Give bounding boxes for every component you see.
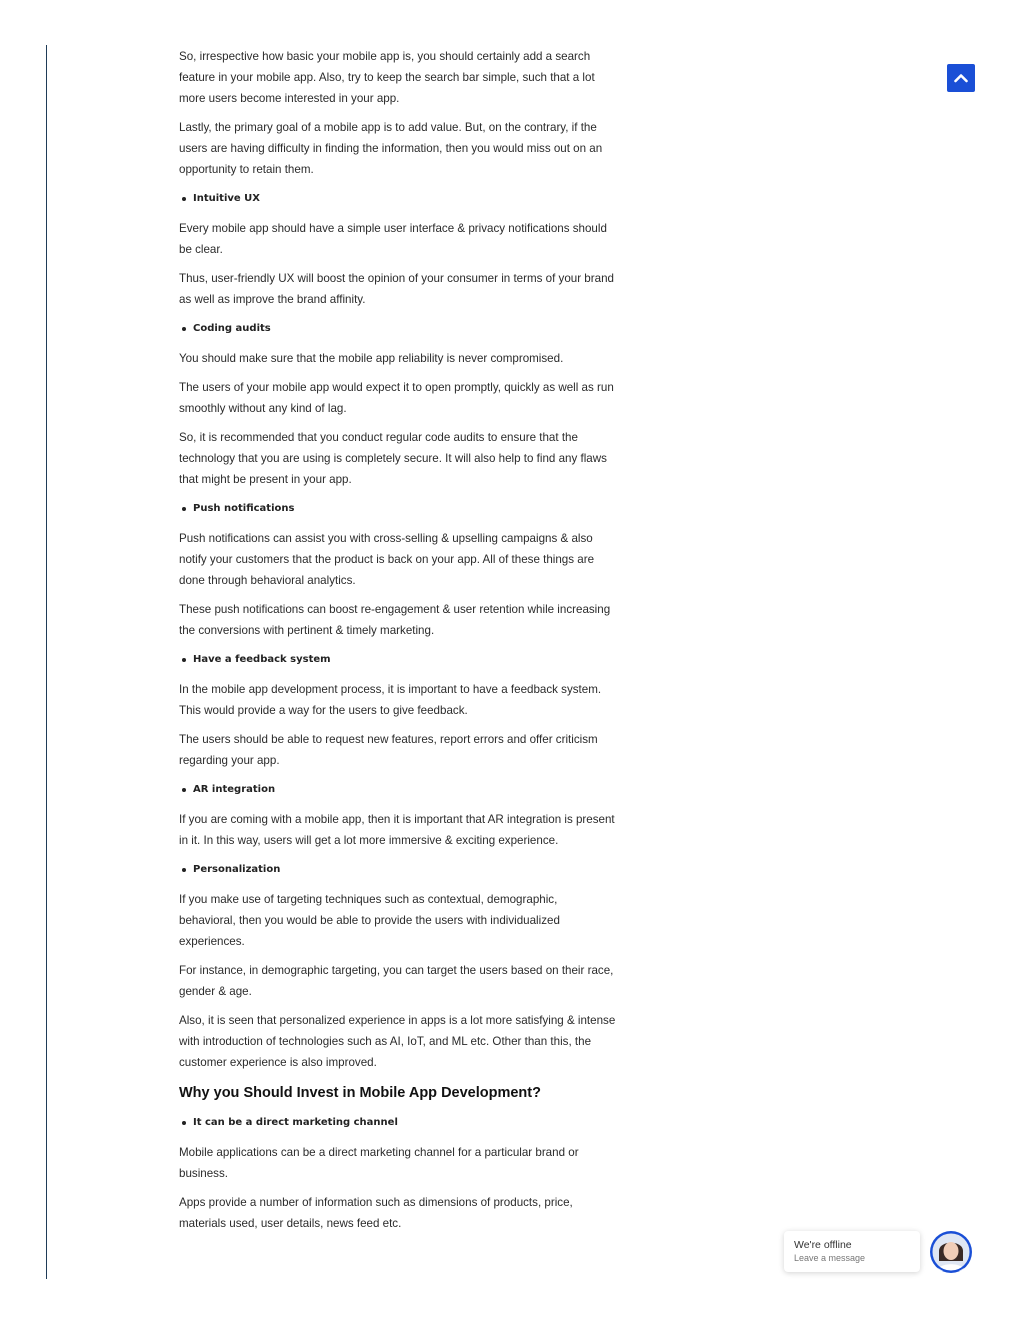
- bullet-heading-ar-integration: AR integration: [179, 779, 617, 800]
- chat-status-text: We're offline: [794, 1239, 852, 1251]
- paragraph: Lastly, the primary goal of a mobile app is to add value. But, on the contrary, if the users are having difficulty in finding the information, then you would miss out on an opportunity to retain them.: [179, 121, 603, 176]
- paragraph: So, it is recommended that you conduct regular code audits to ensure that the technology that you are using is completely secure. It will also help to find any flaws that might be present in your app.: [179, 431, 607, 486]
- paragraph: The users should be able to request new features, report errors and offer criticism regarding your app.: [179, 733, 598, 767]
- paragraph: Push notifications can assist you with cross-selling & upselling campaigns & also notify your customers that the product is back on your app. All of these things are done through behavioral analytics.: [179, 532, 595, 587]
- paragraph: If you are coming with a mobile app, then it is important that AR integration is present in it. In this way, users will get a lot more immersive & exciting experience.: [179, 813, 615, 847]
- left-border-line: [46, 45, 47, 1279]
- paragraph: You should make sure that the mobile app reliability is never compromised.: [179, 352, 564, 365]
- paragraph: Also, it is seen that personalized experience in apps is a lot more satisfying & intense with introduction of technologies such as AI, IoT, and ML etc. Other than this, the customer experience is also improved.: [179, 1014, 616, 1069]
- paragraph: Mobile applications can be a direct marketing channel for a particular brand or business.: [179, 1146, 579, 1180]
- paragraph: Every mobile app should have a simple user interface & privacy notifications should be clear.: [179, 222, 607, 256]
- paragraph: In the mobile app development process, it is important to have a feedback system. This would provide a way for the users to give feedback.: [179, 683, 602, 717]
- chat-agent-avatar[interactable]: [930, 1231, 972, 1273]
- bullet-heading-direct-marketing: It can be a direct marketing channel: [179, 1112, 617, 1133]
- agent-avatar-icon: [930, 1231, 972, 1273]
- paragraph: These push notifications can boost re-engagement & user retention while increasing the conversions with pertinent & timely marketing.: [179, 603, 611, 637]
- paragraph: The users of your mobile app would expect it to open promptly, quickly as well as run smoothly without any kind of lag.: [179, 381, 614, 415]
- paragraph: If you make use of targeting techniques such as contextual, demographic, behavioral, then you would be able to provide the users with individualized experiences.: [179, 893, 560, 948]
- article-body: [179, 46, 617, 1242]
- bullet-heading-personalization: Personalization: [179, 859, 617, 880]
- chat-widget-message[interactable]: [784, 1231, 920, 1272]
- chevron-up-icon: [954, 73, 968, 83]
- chat-prompt-text: Leave a message: [794, 1253, 866, 1263]
- scroll-to-top-button[interactable]: [947, 64, 975, 92]
- section-heading: Why you Should Invest in Mobile App Development?: [179, 1085, 541, 1101]
- paragraph: Thus, user-friendly UX will boost the opinion of your consumer in terms of your brand as well as improve the brand affinity.: [179, 272, 614, 306]
- bullet-heading-push-notifications: Push notifications: [179, 498, 617, 519]
- bullet-heading-coding-audits: Coding audits: [179, 318, 617, 339]
- bullet-heading-intuitive-ux: Intuitive UX: [179, 188, 617, 209]
- paragraph: So, irrespective how basic your mobile app is, you should certainly add a search feature in your mobile app. Also, try to keep the search bar simple, such that a lot more users become interested in your app.: [179, 50, 595, 105]
- paragraph: For instance, in demographic targeting, you can target the users based on their race, gender & age.: [179, 964, 614, 998]
- paragraph: Apps provide a number of information such as dimensions of products, price, materials used, user details, news feed etc.: [179, 1196, 573, 1230]
- bullet-heading-feedback-system: Have a feedback system: [179, 649, 617, 670]
